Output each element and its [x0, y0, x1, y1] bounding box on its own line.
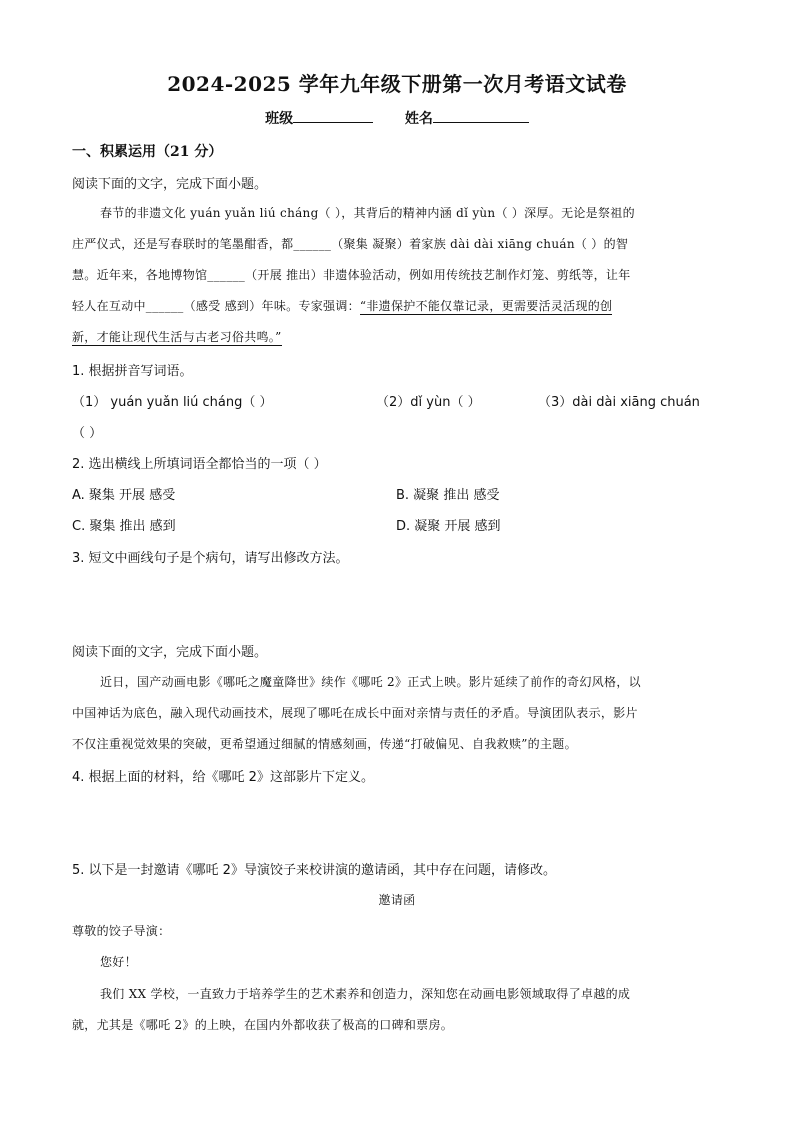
passage-line: 中国神话为底色，融入现代动画技术，展现了哪吒在成长中面对亲情与责任的矛盾。导演团队表示，影片: [72, 706, 638, 720]
passage-text: 轻人在互动中______（感受 感到）年味。专家强调：: [72, 299, 360, 313]
letter-body-line: 我们 XX 学校，一直致力于培养学生的艺术素养和创造力，深知您在动画电影领域取得了卓越的成: [100, 987, 631, 1001]
class-blank[interactable]: [293, 108, 373, 123]
passage-line: 慧。近年来，各地博物馆______（开展 推出）非遗体验活动，例如用传统技艺制作灯笼、剪纸等，让年: [72, 268, 631, 282]
q1-item-3: （3）dài dài xiāng chuán: [538, 395, 700, 410]
passage-line: 不仅注重视觉效果的突破，更希望通过细腻的情感刻画，传递“打破偏见、自我救赎”的主题。: [72, 737, 577, 751]
letter-salutation: 尊敬的饺子导演：: [72, 924, 171, 938]
class-label: 班级: [265, 111, 294, 127]
reading-intro: 阅读下面的文字，完成下面小题。: [72, 177, 268, 192]
question-2: 2. 选出横线上所填词语全都恰当的一项（ ）: [72, 457, 327, 472]
student-info-line: [0, 108, 794, 128]
question-4: 4. 根据上面的材料，给《哪吒 2》这部影片下定义。: [72, 770, 374, 785]
option-b[interactable]: B. 凝聚 推出 感受: [396, 488, 500, 503]
option-a[interactable]: A. 聚集 开展 感受: [72, 488, 176, 503]
passage-line: 近日，国产动画电影《哪吒之魔童降世》续作《哪吒 2》正式上映。影片延续了前作的奇幻风格，以: [100, 675, 641, 689]
question-5: 5. 以下是一封邀请《哪吒 2》导演饺子来校讲演的邀请函，其中存在问题，请修改。: [72, 863, 556, 878]
q1-item-3-blank: （ ）: [72, 426, 103, 441]
passage-line: [72, 297, 612, 314]
q1-item-2: （2）dǐ yùn（ ）: [376, 395, 481, 410]
q1-item-1: （1） yuán yuǎn liú cháng（ ）: [72, 395, 273, 410]
reading-intro: 阅读下面的文字，完成下面小题。: [72, 645, 268, 660]
letter-title: 邀请函: [378, 893, 416, 907]
passage-line: [72, 328, 282, 345]
exam-title: 2024-2025 学年九年级下册第一次月考语文试卷: [167, 72, 627, 96]
underlined-sentence: 新，才能让现代生活与古老习俗共鸣。”: [72, 330, 282, 344]
option-d[interactable]: D. 凝聚 开展 感到: [396, 519, 501, 534]
passage-line: 庄严仪式，还是写春联时的笔墨酣香，都______（聚集 凝聚）着家族 dài dài xiāng chuán（ ）的智: [72, 237, 629, 251]
letter-greeting: 您好！: [100, 955, 137, 969]
letter-body-line: 就，尤其是《哪吒 2》的上映，在国内外都收获了极高的口碑和票房。: [72, 1018, 454, 1032]
name-label: 姓名: [404, 111, 433, 127]
question-1: 1. 根据拼音写词语。: [72, 364, 193, 379]
underlined-sentence: “非遗保护不能仅靠记录，更需要活灵活现的创: [359, 299, 613, 313]
section-heading: 一、积累运用（21 分）: [72, 144, 223, 160]
option-c[interactable]: C. 聚集 推出 感到: [72, 519, 176, 534]
name-blank[interactable]: [433, 108, 529, 123]
passage-line: 春节的非遗文化 yuán yuǎn liú cháng（ ），其背后的精神内涵 dǐ yùn（ ）深厚。无论是祭祖的: [100, 206, 635, 220]
question-3: 3. 短文中画线句子是个病句，请写出修改方法。: [72, 551, 349, 566]
